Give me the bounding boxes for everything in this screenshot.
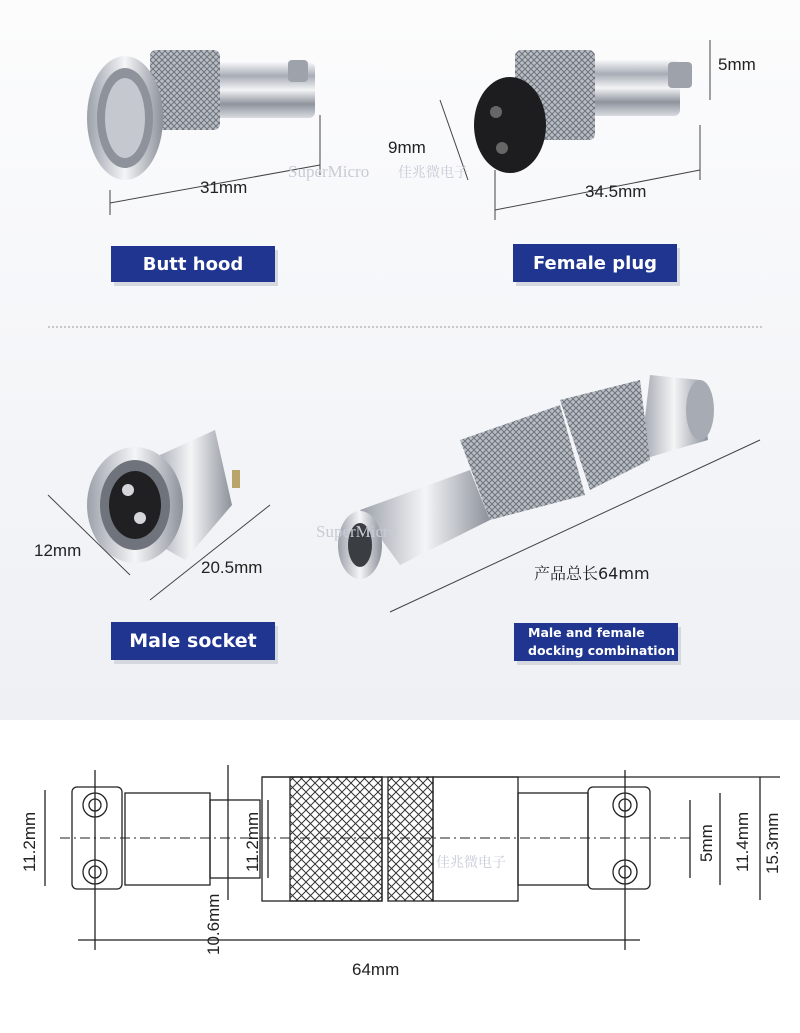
drawing-dim-total: 64mm (352, 960, 400, 979)
label-docking-line1: Male and female (528, 625, 645, 640)
label-male-socket: Male socket (111, 622, 275, 660)
dim-male-socket-height: 12mm (34, 541, 82, 560)
label-female-plug: Female plug (513, 244, 677, 282)
drawing-dim-neck: 10.6mm (204, 893, 223, 955)
technical-drawing (45, 765, 780, 950)
watermark-cn: 佳兆微电子 (398, 165, 468, 181)
label-docking-combination (514, 623, 678, 661)
dim-male-socket-width: 20.5mm (201, 558, 263, 577)
dim-total-length-cn: 产品总长64mm (534, 564, 650, 583)
dim-female-plug-length: 34.5mm (585, 182, 647, 201)
dim-female-plug-side: 9mm (388, 138, 426, 157)
drawing-dim-right-inner: 11.4mm (733, 811, 752, 872)
male-socket-image (87, 430, 240, 563)
watermark-cn-2: 佳兆微电子 (436, 855, 506, 871)
drawing-dim-left-height: 11.2mm (20, 811, 39, 872)
label-butt-hood: Butt hood (111, 246, 275, 282)
watermark-brand: SuperMicro (288, 162, 370, 181)
dim-female-plug-top: 5mm (718, 55, 756, 74)
drawing-dim-pin: 5mm (697, 824, 716, 862)
dim-butt-hood-length: 31mm (200, 178, 248, 197)
label-docking-line2: docking combination (528, 643, 676, 658)
female-plug-image (474, 50, 692, 173)
drawing-dim-inner-height: 11.2mm (243, 811, 262, 872)
butt-hood-image (87, 50, 315, 180)
drawing-dim-right-outer: 15.3mm (763, 812, 782, 874)
watermark-brand-2: SuperMicro (316, 522, 398, 541)
